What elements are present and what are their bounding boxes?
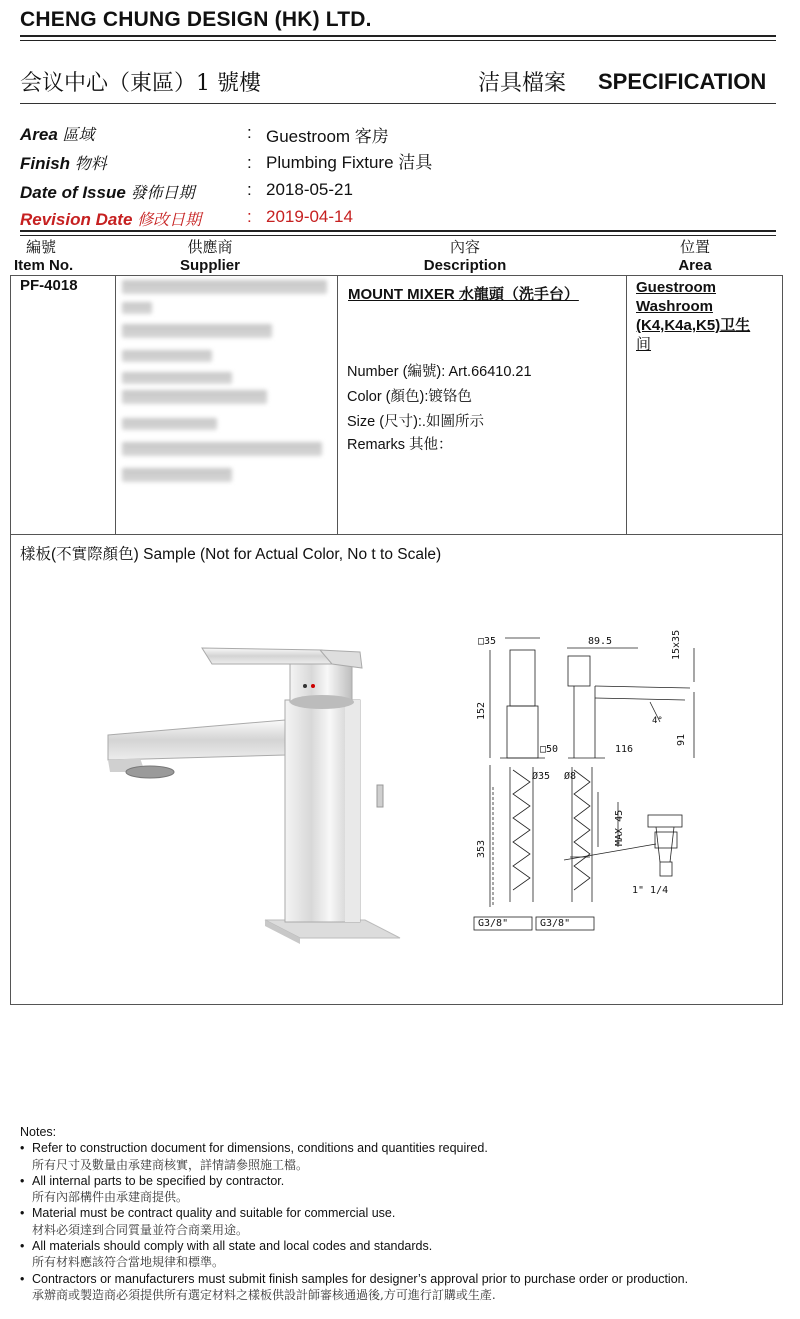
description-remarks: Remarks 其他： bbox=[347, 437, 453, 453]
notes-title: Notes: bbox=[20, 1125, 57, 1139]
dim-label: 152 bbox=[476, 701, 487, 720]
dim-label: Ø35 bbox=[532, 771, 551, 782]
dim-label: MAX 45 bbox=[614, 809, 625, 846]
notes-section bbox=[20, 1124, 688, 1303]
category-title: 洁具檔案 bbox=[478, 71, 567, 96]
project-name: 会议中心（東區）1 號樓 bbox=[20, 71, 261, 96]
meta-value-revision: 2019-04-14 bbox=[266, 207, 353, 226]
note-item-zh: 所有內部構件由承建商提供。 bbox=[32, 1190, 189, 1205]
dim-label: Ø8 bbox=[564, 771, 577, 782]
project-rule bbox=[20, 103, 776, 104]
dim-label: 1" 1/4 bbox=[632, 885, 669, 896]
meta-value-finish: Plumbing Fixture 洁具 bbox=[266, 153, 433, 172]
meta-colon: : bbox=[247, 123, 252, 142]
sample-caption: 樣板(不實際顏色) Sample (Not for Actual Color, No t to Scale) bbox=[20, 546, 442, 563]
dim-label: G3/8" bbox=[540, 918, 571, 929]
meta-label-area: Area 區域 bbox=[20, 125, 95, 144]
dim-label: □35 bbox=[478, 636, 497, 647]
dim-label: 89.5 bbox=[588, 636, 613, 647]
dim-label: G3/8" bbox=[478, 918, 509, 929]
col-header-description: 內容 Description bbox=[423, 238, 507, 274]
row-divider bbox=[10, 534, 783, 535]
item-number: PF-4018 bbox=[20, 277, 78, 294]
note-item: • All materials should comply with all state and local codes and standards. bbox=[20, 1239, 433, 1254]
col-header-supplier: 供應商 Supplier bbox=[179, 238, 240, 274]
supplier-info-redacted bbox=[118, 278, 334, 493]
col-divider bbox=[337, 275, 338, 535]
meta-label-revision: Revision Date 修改日期 bbox=[20, 210, 202, 229]
dim-label: 353 bbox=[476, 839, 487, 858]
meta-rule bbox=[20, 230, 776, 236]
note-item-zh: 承辦商或製造商必須提供所有選定材料之樣板供設計師審核通過後,方可進行訂購或生產. bbox=[32, 1287, 496, 1302]
description-number: Number (編號): Art.66410.21 bbox=[347, 364, 532, 380]
meta-colon: : bbox=[247, 180, 252, 199]
meta-label-finish: Finish 物料 bbox=[20, 154, 107, 173]
note-item: • Contractors or manufacturers must submit finish samples for designer’s approval prior to purchase order or production. bbox=[20, 1271, 689, 1286]
dim-label: 4° bbox=[652, 716, 663, 726]
note-item-zh: 所有尺寸及數量由承建商核實，詳情請參照施工檔。 bbox=[32, 1157, 309, 1172]
meta-label-issue: Date of Issue 發佈日期 bbox=[20, 183, 195, 202]
dim-label: 116 bbox=[615, 744, 634, 755]
col-divider bbox=[115, 275, 116, 535]
note-item: • All internal parts to be specified by contractor. bbox=[20, 1173, 285, 1188]
meta-value-area: Guestroom 客房 bbox=[266, 127, 389, 146]
meta-colon: : bbox=[247, 153, 252, 172]
description-title: MOUNT MIXER 水龍頭（洗手台） bbox=[348, 286, 579, 303]
dim-label: 15x35 bbox=[671, 629, 682, 660]
company-name: CHENG CHUNG DESIGN (HK) LTD. bbox=[20, 8, 372, 31]
dim-label: □50 bbox=[540, 744, 559, 755]
header-rule bbox=[20, 35, 776, 41]
meta-value-issue: 2018-05-21 bbox=[266, 180, 353, 199]
note-item-zh: 材料必須達到合同質量並符合商業用途。 bbox=[32, 1222, 249, 1237]
col-header-area: 位置 Area bbox=[678, 238, 712, 274]
faucet-photo bbox=[100, 600, 410, 960]
note-item: • Refer to construction document for dimensions, conditions and quantities required. bbox=[20, 1141, 488, 1156]
note-item-zh: 所有材料應該符合當地規律和標準。 bbox=[32, 1255, 225, 1270]
note-item: • Material must be contract quality and suitable for commercial use. bbox=[20, 1206, 396, 1221]
description-color: Color (顏色):镀铬色 bbox=[347, 389, 472, 405]
description-size: Size (尺寸):.如圖所示 bbox=[347, 414, 484, 430]
meta-colon: : bbox=[247, 207, 252, 226]
area-value: Guestroom Washroom (K4,K4a,K5)卫生 间 bbox=[636, 279, 751, 353]
col-header-item: 編號 Item No. bbox=[14, 238, 74, 274]
dim-label: 91 bbox=[676, 733, 687, 746]
col-divider bbox=[626, 275, 627, 535]
spec-title: SPECIFICATION bbox=[598, 69, 767, 94]
